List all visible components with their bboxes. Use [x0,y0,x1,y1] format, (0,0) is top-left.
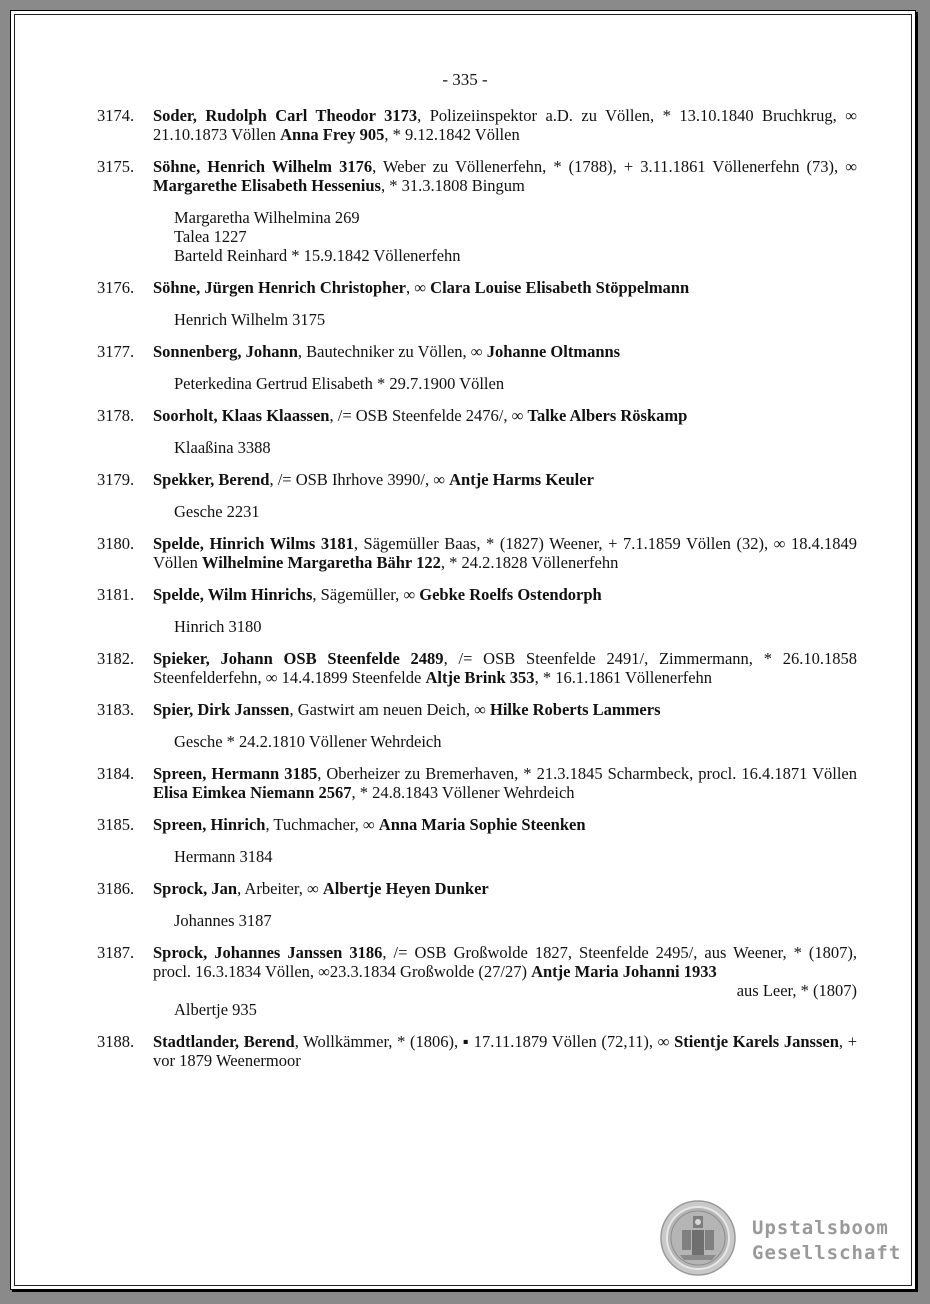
entry-text [153,106,857,144]
entry-name: Spier, Dirk Janssen [153,700,290,719]
entry-number: 3179. [97,470,135,489]
entry-detail: , Polizeiinspektor a.D. zu Völlen, * 13.10.1840 Bruchkrug, ∞ 21.10.1873 Völlen [153,106,857,144]
entry-number: 3182. [97,649,135,668]
entry-name: Spreen, Hermann 3185 [153,764,318,783]
entry-name: Soder, Rudolph Carl Theodor 3173 [153,106,418,125]
entry-name: Stadtlander, Berend [153,1032,295,1051]
children-list [174,310,857,329]
entry-detail: , /= OSB Großwolde 1827, Steenfelde 2495/, aus Weener, * (1807), procl. 16.3.1834 Völlen, ∞23.3.1834 Großwolde (27/27) [153,943,857,981]
entry-3188 [97,1032,857,1070]
entry-3174 [97,106,857,144]
entry-name: Spieker, Johann OSB Steenfelde 2489 [153,649,444,668]
entry-text [153,342,857,361]
entry-3177 [97,342,857,393]
entry-number: 3185. [97,815,135,834]
entry-text [153,943,857,1000]
entry-name: Sprock, Johannes Janssen 3186 [153,943,383,962]
entry-text [153,406,857,425]
children-list [174,617,857,636]
entry-name: Söhne, Henrich Wilhelm 3176 [153,157,373,176]
entry-list [97,106,857,1083]
entry-3181 [97,585,857,636]
entry-detail: , ∞ [406,278,431,297]
entry-3183 [97,700,857,751]
entry-text [153,700,857,719]
entry-name: Margarethe Elisabeth Hessenius [153,176,381,195]
entry-detail: , Gastwirt am neuen Deich, ∞ [289,700,491,719]
entry-text [153,470,857,489]
child-item: Gesche * 24.2.1810 Völlener Wehrdeich [174,732,442,751]
entry-3178 [97,406,857,457]
entry-detail: , Sägemüller Baas, * (1827) Weener, + 7.1.1859 Völlen (32), ∞ 18.4.1849 Völlen [153,534,857,572]
children-list [174,502,857,521]
child-item: Barteld Reinhard * 15.9.1842 Völlenerfehn [174,246,461,265]
entry-name: Wilhelmine Margaretha Bähr 122 [202,553,441,572]
entry-number: 3181. [97,585,135,604]
entry-name: Talke Albers Röskamp [527,406,688,425]
entry-detail: , Oberheizer zu Bremerhaven, * 21.3.1845 Scharmbeck, procl. 16.4.1871 Völlen [317,764,858,783]
child-item: Gesche 2231 [174,502,260,521]
organization-name-line2: Gesellschaft [752,1242,902,1264]
entry-name: Antje Maria Johanni 1933 [531,962,717,981]
entry-detail: , * 9.12.1842 Völlen [384,125,520,144]
entry-name: Elisa Eimkea Niemann 2567 [153,783,352,802]
entry-detail: , /= OSB Steenfelde 2491/, Zimmermann, * 26.10.1858 Steenfelderfehn, ∞ 14.4.1899 Steenfelde [153,649,857,687]
entry-number: 3186. [97,879,135,898]
entry-detail: , * 31.3.1808 Bingum [380,176,525,195]
entry-3179 [97,470,857,521]
upstalsboom-seal-icon [660,1200,736,1276]
entry-name: Söhne, Jürgen Henrich Christopher [153,278,407,297]
entry-number: 3187. [97,943,135,962]
entry-3187 [97,943,857,1019]
entry-name: Stientje Karels Janssen [674,1032,839,1051]
entry-text [153,585,857,604]
entry-number: 3188. [97,1032,135,1051]
entry-name: Spekker, Berend [153,470,270,489]
entry-3176 [97,278,857,329]
entry-name: Anna Maria Sophie Steenken [378,815,586,834]
entry-text [153,157,857,195]
children-list [174,1000,857,1019]
entry-name: Spelde, Hinrich Wilms 3181 [153,534,354,553]
entry-name: Johanne Oltmanns [486,342,621,361]
entry-number: 3178. [97,406,135,425]
entry-name: Hilke Roberts Lammers [490,700,661,719]
children-list [174,208,857,265]
child-item: Margaretha Wilhelmina 269 [174,208,360,227]
entry-3180 [97,534,857,572]
entry-3182 [97,649,857,687]
entry-name: Sprock, Jan [153,879,238,898]
entry-3175 [97,157,857,265]
entry-name: Gebke Roelfs Ostendorph [419,585,602,604]
entry-detail: , * 16.1.1861 Völlenerfehn [534,668,713,687]
entry-detail: , Weber zu Völlenerfehn, * (1788), + 3.11.1861 Völlenerfehn (73), ∞ [372,157,857,176]
entry-number: 3183. [97,700,135,719]
entry-detail: , * 24.2.1828 Völlenerfehn [440,553,619,572]
entry-number: 3174. [97,106,135,125]
children-list [174,732,857,751]
entry-number: 3184. [97,764,135,783]
child-item: Hinrich 3180 [174,617,262,636]
entry-text [153,879,857,898]
entry-number: 3180. [97,534,135,553]
children-list [174,374,857,393]
entry-detail: , + vor 1879 Weenermoor [153,1032,857,1070]
entry-text [153,764,857,802]
entry-detail: , Bautechniker zu Völlen, ∞ [297,342,487,361]
entry-name: Albertje Heyen Dunker [322,879,489,898]
children-list [174,847,857,866]
entry-name: Clara Louise Elisabeth Stöppelmann [430,278,690,297]
entry-3185 [97,815,857,866]
entry-detail: , /= OSB Ihrhove 3990/, ∞ [269,470,450,489]
entry-detail-continuation: aus Leer, * (1807) [736,981,857,1000]
child-item: Klaaßina 3388 [174,438,271,457]
entry-name: Sonnenberg, Johann [153,342,298,361]
entry-detail: , Sägemüller, ∞ [312,585,420,604]
entry-text [153,649,857,687]
children-list [174,438,857,457]
children-list [174,911,857,930]
child-item: Johannes 3187 [174,911,272,930]
page-number: - 335 - [442,70,488,89]
child-item: Henrich Wilhelm 3175 [174,310,326,329]
entry-name: Spelde, Wilm Hinrichs [153,585,313,604]
entry-name: Altje Brink 353 [425,668,535,687]
entry-detail: , Tuchmacher, ∞ [265,815,379,834]
child-item: Hermann 3184 [174,847,273,866]
entry-text [153,815,857,834]
child-item: Albertje 935 [174,1000,257,1019]
entry-number: 3177. [97,342,135,361]
child-item: Talea 1227 [174,227,247,246]
entry-name: Spreen, Hinrich [153,815,266,834]
entry-number: 3175. [97,157,135,176]
entry-name: Antje Harms Keuler [449,470,594,489]
entry-text [153,278,857,297]
organization-name [752,1216,901,1266]
organization-name-line1: Upstalsboom [752,1217,889,1239]
entry-name: Anna Frey 905 [280,125,385,144]
entry-detail: , /= OSB Steenfelde 2476/, ∞ [329,406,528,425]
entry-text [153,534,857,572]
entry-detail: , * 24.8.1843 Völlener Wehrdeich [351,783,575,802]
child-item: Peterkedina Gertrud Elisabeth * 29.7.1900 Völlen [174,374,505,393]
entry-number: 3176. [97,278,135,297]
entry-name: Soorholt, Klaas Klaassen [153,406,330,425]
entry-detail: , Wollkämmer, * (1806), ▪ 17.11.1879 Völlen (72,11), ∞ [294,1032,675,1051]
entry-detail: , Arbeiter, ∞ [237,879,323,898]
entry-3186 [97,879,857,930]
entry-3184 [97,764,857,802]
entry-text [153,1032,857,1070]
